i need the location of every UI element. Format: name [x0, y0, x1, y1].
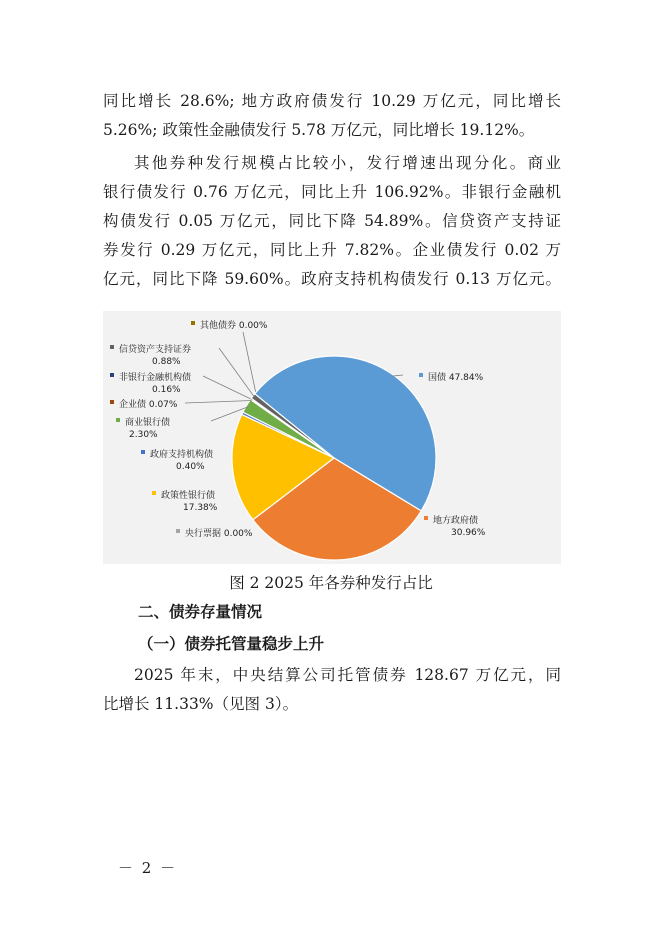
- leader-line-9: [219, 348, 255, 397]
- paragraph-3: [103, 661, 561, 719]
- slice-label-6-1: 2.30%: [129, 430, 158, 440]
- leader-line-8: [203, 376, 253, 400]
- paragraph-3-line-1: 2025 年末，中央结算公司托管债券 128.67 万亿元，同: [134, 666, 561, 684]
- slice-label-5-0: 政府支持机构债: [150, 450, 214, 460]
- paragraph-2-line-2: 银行债发行 0.76 万亿元，同比上升 106.92%。非银行金融机: [103, 183, 561, 201]
- paragraph-2-line-4: 券发行 0.29 万亿元，同比上升 7.82%。企业债发行 0.02 万: [103, 241, 561, 259]
- slice-label-9-1: 0.88%: [152, 357, 181, 367]
- label-marker-5: [141, 450, 145, 454]
- paragraph-3-line-2: 比增长 11.33%（见图 3）。: [103, 695, 299, 713]
- paragraph-2-line-1: 其他券种发行规模占比较小，发行增速出现分化。商业: [134, 154, 561, 172]
- subsection-heading: （一）债券托管量稳步上升: [138, 635, 325, 653]
- pie-chart: [103, 311, 561, 564]
- slice-label-3-0: 央行票据 0.00%: [185, 529, 253, 539]
- pie-chart-svg: [103, 311, 561, 564]
- slice-label-2-0: 地方政府债: [433, 516, 479, 526]
- page-number: － 2 －: [118, 859, 178, 877]
- label-marker-8: [110, 373, 114, 377]
- label-marker-2: [424, 516, 428, 520]
- leader-line-7: [185, 401, 252, 404]
- section-heading: 二、债券存量情况: [138, 603, 263, 621]
- slice-label-1-0: 国债 47.84%: [428, 373, 484, 383]
- paragraph-2: [103, 149, 561, 294]
- slice-label-8-1: 0.16%: [152, 385, 181, 395]
- label-marker-6: [116, 418, 120, 422]
- leader-line-0: [243, 332, 256, 395]
- label-marker-4: [152, 491, 156, 495]
- label-marker-3: [176, 529, 180, 533]
- slice-label-2-1: 30.96%: [451, 528, 486, 538]
- label-marker-0: [191, 321, 195, 325]
- paragraph-1-line-1: 同比增长 28.6%; 地方政府债发行 10.29 万亿元，同比增长: [103, 92, 561, 110]
- paragraph-1: [103, 87, 561, 145]
- slice-label-8-0: 非银行金融机构债: [119, 373, 192, 383]
- slice-label-6-0: 商业银行债: [125, 418, 171, 428]
- slice-label-4-1: 17.38%: [183, 503, 218, 513]
- paragraph-1-line-2: 5.26%; 政策性金融债发行 5.78 万亿元，同比增长 19.12%。: [103, 121, 535, 139]
- label-marker-9: [110, 345, 114, 349]
- figure-caption: 图 2 2025 年各券种发行占比: [229, 574, 433, 592]
- slice-label-0-0: 其他债券 0.00%: [200, 321, 268, 331]
- paragraph-2-line-3: 构债发行 0.05 万亿元，同比下降 54.89%。信贷资产支持证: [103, 212, 561, 230]
- slice-label-4-0: 政策性银行债: [161, 491, 216, 501]
- slice-label-9-0: 信贷资产支持证券: [119, 345, 192, 355]
- label-marker-7: [110, 400, 114, 404]
- slice-label-5-1: 0.40%: [176, 462, 205, 472]
- slice-label-7-0: 企业债 0.07%: [119, 400, 178, 410]
- paragraph-2-line-5: 亿元，同比下降 59.60%。政府支持机构债发行 0.13 万亿元。: [103, 270, 561, 288]
- label-marker-1: [419, 373, 423, 377]
